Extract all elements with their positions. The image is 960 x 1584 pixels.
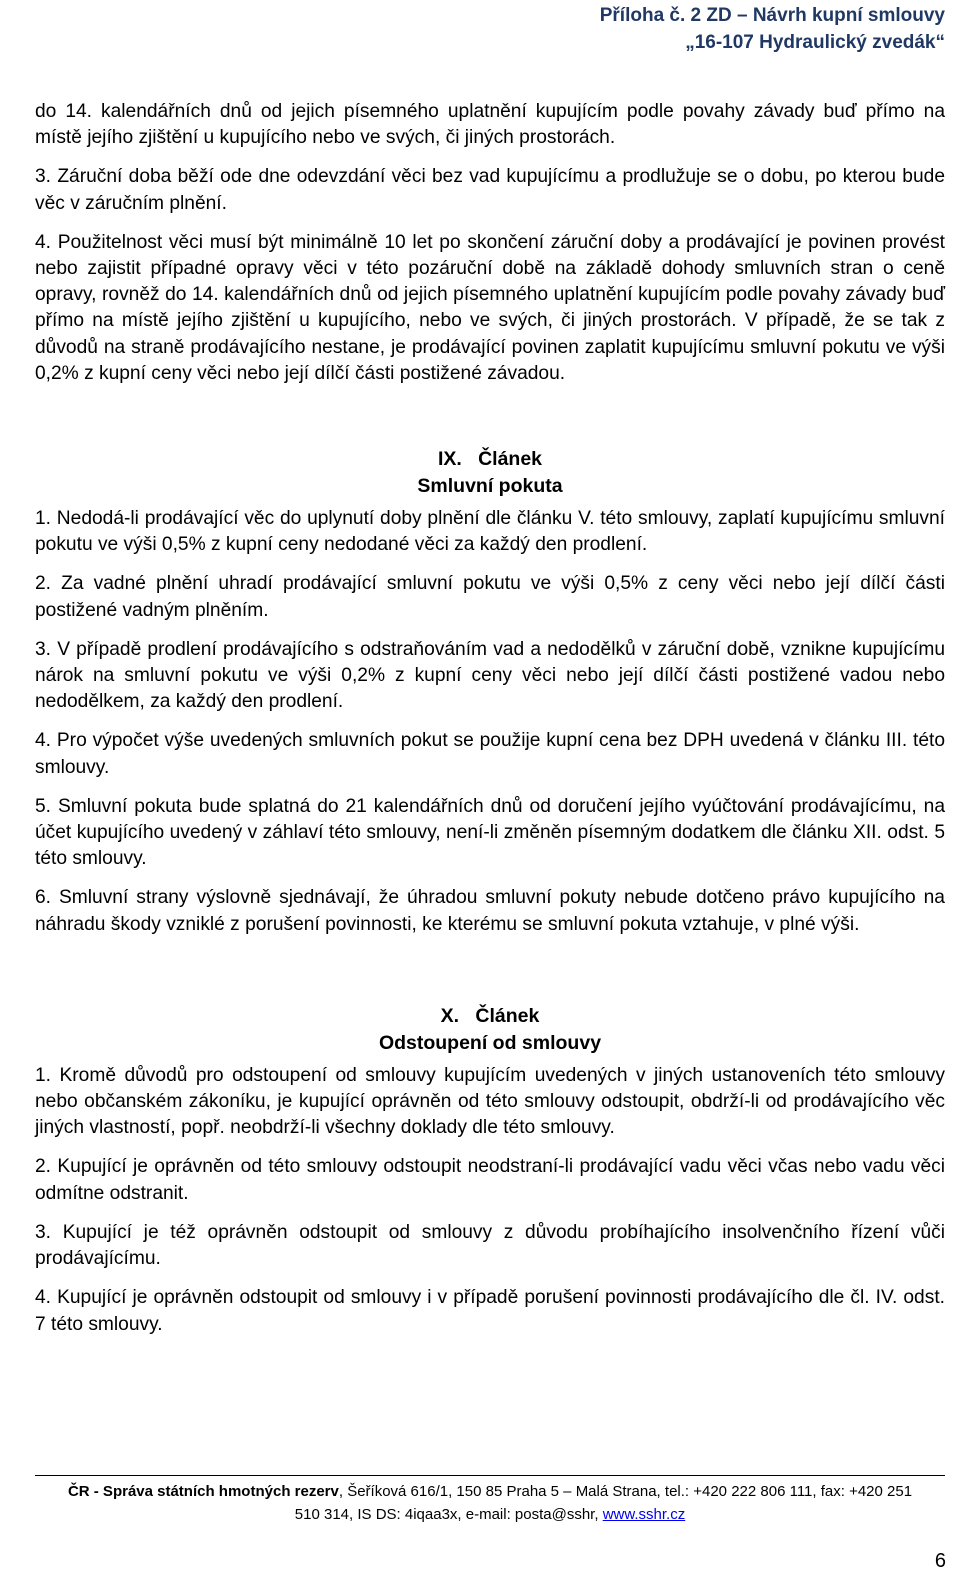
item-number: 3. <box>35 1221 52 1243</box>
footer-address: , Šeříková 616/1, 150 85 Praha 5 – Malá Strana, tel.: +420 222 806 111, fax: +420 251 <box>338 1483 913 1500</box>
header-subtitle: „16-107 Hydraulický zvedák“ <box>685 32 945 53</box>
section-title: Smluvní pokuta <box>417 475 563 498</box>
item-number: 3. <box>35 166 52 188</box>
footer-line-1 <box>35 1480 945 1503</box>
item-number: 1. <box>35 1064 52 1086</box>
footer-line-2 <box>35 1503 945 1526</box>
list-item <box>35 571 945 623</box>
item-text: Smluvní pokuta bude splatná do 21 kalendářních dnů od doručení jejího vyúčtování prodávajícímu, na účet kupujícího uvedený v záhlaví této smlouvy, není-li změněn písemným dodatkem dle článku XII. odst. 5 této smlouvy. <box>35 795 945 870</box>
list-item <box>35 885 945 937</box>
section-number-line <box>35 446 945 473</box>
item-text: Smluvní strany výslovně sjednávají, že úhradou smluvní pokuty nebude dotčeno právo kupujícího na náhradu škody vzniklé z porušení povinnosti, ke kterému se smluvní pokuta vztahuje, v plné výši. <box>35 887 945 935</box>
item-text: Kupující je oprávněn odstoupit od smlouvy i v případě porušení povinnosti prodávajícího dle čl. IV. odst. 7 této smlouvy. <box>35 1287 945 1335</box>
list-item <box>35 506 945 558</box>
item-text: Pro výpočet výše uvedených smluvních pokut se použije kupní cena bez DPH uvedená v článku III. této smlouvy. <box>35 730 945 778</box>
item-text: Kupující je též oprávněn odstoupit od smlouvy z důvodu probíhajícího insolvenčního řízení vůči prodávajícímu. <box>35 1221 945 1270</box>
item-number: 6. <box>35 887 52 909</box>
section-word: Článek <box>478 448 543 471</box>
list-item <box>35 637 945 716</box>
list-item <box>35 1285 945 1337</box>
section-number: X. <box>440 1004 460 1027</box>
item-text: Nedodá-li prodávající věc do uplynutí doby plnění dle článku V. této smlouvy, zaplatí kupujícímu smluvní pokutu ve výši 0,5% z kupní ceny nedodané věci za každý den prodlení. <box>35 508 945 556</box>
continued-paragraph: do 14. kalendářních dnů od jejich písemného uplatnění kupujícím podle povahy závady buď přímo na místě jejího zjištění u kupujícího nebo ve svých, či jiných prostorách. <box>35 101 945 149</box>
item-number: 4. <box>35 231 52 253</box>
item-text: Za vadné plnění uhradí prodávající smluvní pokutu ve výši 0,5% z ceny věci nebo její dílčí části postižené vadným plněním. <box>35 573 945 621</box>
item-text: Záruční doba běží ode dne odevzdání věci bez vad kupujícímu a prodlužuje se o dobu, po kterou bude věc v záručním plnění. <box>35 166 945 214</box>
item-text: Kromě důvodů pro odstoupení od smlouvy kupujícím uvedených v jiných ustanoveních této smlouvy nebo občanském zákoníku, je kupující oprávněn od této smlouvy odstoupit, obdrží-li od prodávajícího věc jiných vlastností, popř. neobdrží-li všechny doklady dle této smlouvy. <box>35 1064 945 1139</box>
section-number: IX. <box>437 448 462 471</box>
page-number: 6 <box>934 1550 946 1572</box>
item-number: 2. <box>35 1156 52 1178</box>
list-item <box>35 1220 945 1272</box>
page-footer <box>35 1480 945 1526</box>
list-item <box>35 794 945 873</box>
item-text: Kupující je oprávněn od této smlouvy odstoupit neodstraní-li prodávající vadu věci včas nebo vadu věci odmítne odstranit. <box>35 1156 945 1204</box>
section-heading-ix <box>35 446 945 500</box>
item-number: 4. <box>35 1287 52 1309</box>
page-header <box>600 2 945 56</box>
list-item <box>35 230 945 387</box>
item-number: 2. <box>35 573 52 595</box>
item-number: 4. <box>35 730 52 752</box>
item-number: 1. <box>35 508 52 530</box>
footer-divider <box>35 1475 945 1476</box>
section-heading-x <box>35 1003 945 1057</box>
footer-organization: ČR - Správa státních hmotných rezerv <box>67 1483 339 1500</box>
document-body <box>35 99 945 1351</box>
item-text: Použitelnost věci musí být minimálně 10 let po skončení záruční doby a prodávající je povinen provést nebo zajistit případné opravy věci v této pozáruční době na základě dohody smluvních stran o ceně opravy, rovněž do 14. kalendářních dnů od jejich písemného uplatnění kupujícím podle povahy závady buď přímo na místě jejího zjištění u kupujícího, nebo ve svých, či jiných prostorách. V případě, že se tak z důvodů na straně prodávajícího nestane, je prodávající povinen zaplatit kupujícímu smluvní pokutu ve výši 0,2% z kupní ceny věci nebo její dílčí části postižené závadou. <box>35 231 945 384</box>
footer-contact: 510 314, IS DS: 4iqaa3x, e-mail: posta@sshr, <box>294 1506 603 1523</box>
item-number: 3. <box>35 638 52 660</box>
section-word: Článek <box>475 1004 540 1027</box>
header-title: Příloha č. 2 ZD – Návrh kupní smlouvy <box>599 5 945 26</box>
list-item <box>35 728 945 780</box>
list-item <box>35 164 945 216</box>
list-item <box>35 1063 945 1142</box>
section-title: Odstoupení od smlouvy <box>378 1031 602 1054</box>
section-number-line <box>35 1003 945 1030</box>
list-item <box>35 1154 945 1206</box>
item-text: V případě prodlení prodávajícího s odstraňováním vad a nedodělků v záruční době, vznikne kupujícímu nárok na smluvní pokutu ve výši 0,2% z kupní ceny věci nebo její dílčí části postižené vadou nebo nedodělkem, za každý den prodlení. <box>35 638 945 713</box>
item-number: 5. <box>35 795 52 817</box>
footer-website-link[interactable]: www.sshr.cz <box>602 1506 686 1523</box>
